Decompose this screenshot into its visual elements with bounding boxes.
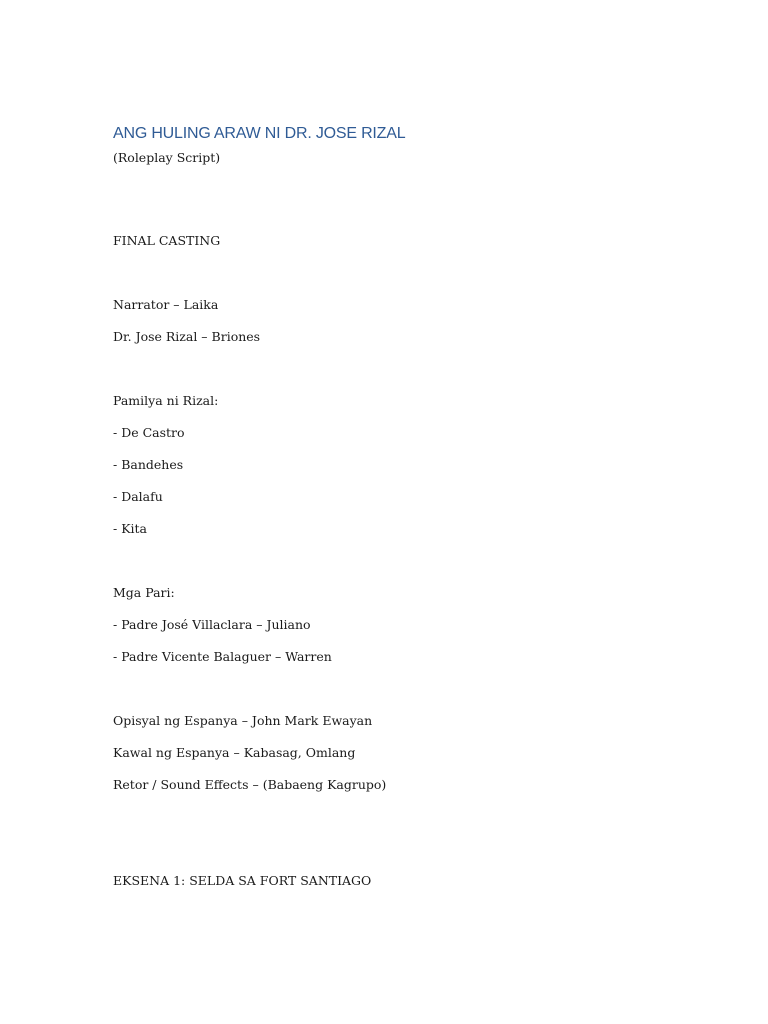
- family-member: - Dalafu: [113, 489, 163, 504]
- cast-line-soldiers: Kawal ng Espanya – Kabasag, Omlang: [113, 745, 356, 760]
- family-member: - De Castro: [113, 425, 185, 440]
- priest-line: - Padre José Villaclara – Juliano: [113, 617, 311, 632]
- cast-line-narrator: Narrator – Laika: [113, 297, 219, 312]
- cast-line-rizal: Dr. Jose Rizal – Briones: [113, 329, 261, 344]
- cast-line-sound-effects: Retor / Sound Effects – (Babaeng Kagrupo): [113, 777, 387, 792]
- document-title: ANG HULING ARAW NI DR. JOSE RIZAL: [113, 125, 406, 142]
- family-member: - Bandehes: [113, 457, 184, 472]
- family-member: - Kita: [113, 521, 148, 536]
- family-heading: Pamilya ni Rizal:: [113, 393, 219, 408]
- priests-heading: Mga Pari:: [113, 585, 175, 600]
- cast-line-official: Opisyal ng Espanya – John Mark Ewayan: [113, 713, 373, 728]
- scene-heading: EKSENA 1: SELDA SA FORT SANTIAGO: [113, 873, 372, 888]
- priest-line: - Padre Vicente Balaguer – Warren: [113, 649, 332, 664]
- document-subtitle: (Roleplay Script): [113, 150, 221, 165]
- section-heading-final-casting: FINAL CASTING: [113, 233, 221, 248]
